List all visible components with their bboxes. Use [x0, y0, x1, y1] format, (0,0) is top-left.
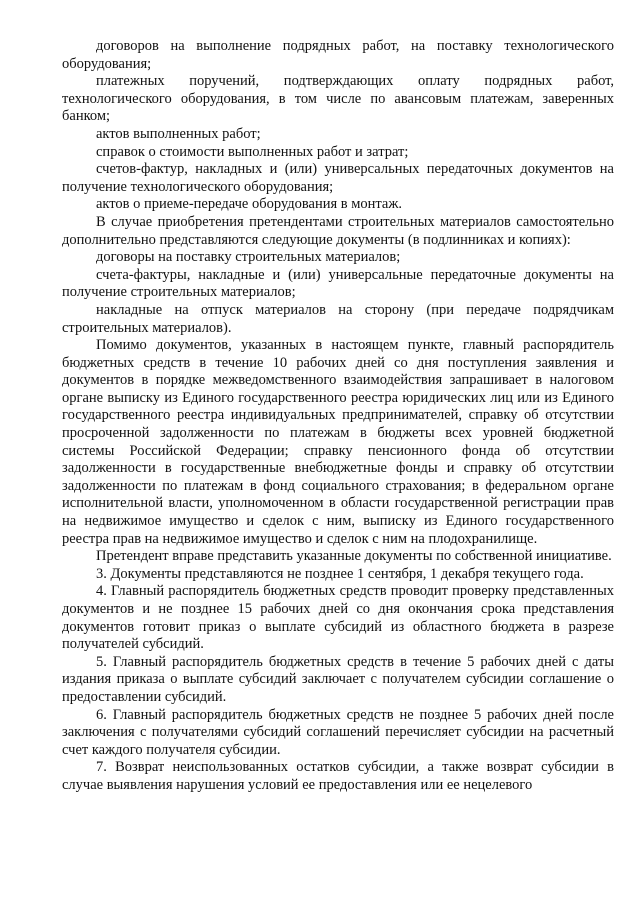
paragraph: счетов-фактур, накладных и (или) универсальных передаточных документов на получение технологического оборудования;: [62, 161, 614, 195]
paragraph: счета-фактуры, накладные и (или) универсальные передаточные документы на получение строительных материалов;: [62, 266, 614, 301]
paragraph: Помимо документов, указанных в настоящем пункте, главный распорядитель бюджетных средств в течение 10 рабочих дней со дня поступления заявления и документов в порядке межведомственного взаимодействия запрашивает в налоговом органе выписку из Единого государственного реестра юридических лиц или из Единого государственного реестра индивидуальных предпринимателей, справку об отсутствии просроченной задолженности по платежам в бюджеты всех уровней бюджетной системы Российской Федерации; справку пенсионного фонда об отсутствии задолженности в государственные внебюджетные фонды и справку об отсутствии задолженности по платежам в фонд социального страхования; в федеральном органе исполнительной власти, уполномоченном в области государственной регистрации прав на недвижимое имущество и сделок с ним, выписку из Единого государственного реестра прав на недвижимое имущество и сделок с ним на плодохранилище.: [62, 337, 614, 547]
paragraph: В случае приобретения претендентами строительных материалов самостоятельно дополнительно представляются следующие документы (в подлинниках и копиях):: [62, 213, 614, 248]
paragraph: платежных поручений, подтверждающих оплату подрядных работ, технологического оборудования, в том числе по авансовым платежам, заверенных банком;: [62, 73, 614, 125]
paragraph: справок о стоимости выполненных работ и затрат;: [96, 143, 409, 160]
paragraph: 7. Возврат неиспользованных остатков субсидии, а также возврат субсидии в случае выявления нарушения условий ее предоставления или ее нецелевого: [62, 759, 614, 793]
paragraph: Претендент вправе представить указанные документы по собственной инициативе.: [96, 548, 612, 565]
document-page: [62, 38, 614, 795]
paragraph: 5. Главный распорядитель бюджетных средств в течение 5 рабочих дней с даты издания приказа о выплате субсидий заключает с получателем субсидии соглашение о предоставлении субсидий.: [62, 653, 614, 705]
paragraph: договоры на поставку строительных материалов;: [96, 249, 401, 266]
paragraph: договоров на выполнение подрядных работ, на поставку технологического оборудования;: [62, 38, 614, 72]
paragraph: актов выполненных работ;: [96, 125, 261, 142]
paragraph: 3. Документы представляются не позднее 1 сентября, 1 декабря текущего года.: [96, 565, 584, 582]
paragraph: актов о приеме-передаче оборудования в монтаж.: [96, 196, 403, 213]
paragraph: накладные на отпуск материалов на сторону (при передаче подрядчикам строительных материалов).: [62, 301, 614, 336]
paragraph: 6. Главный распорядитель бюджетных средств не позднее 5 рабочих дней после заключения с получателями субсидий соглашений перечисляет субсидии на расчетный счет каждого получателя субсидии.: [62, 706, 614, 758]
paragraph: 4. Главный распорядитель бюджетных средств проводит проверку представленных документов и не позднее 15 рабочих дней со дня окончания срока представления документов готовит приказ о выплате субсидий из областного бюджета в разрезе получателей субсидий.: [62, 583, 614, 653]
